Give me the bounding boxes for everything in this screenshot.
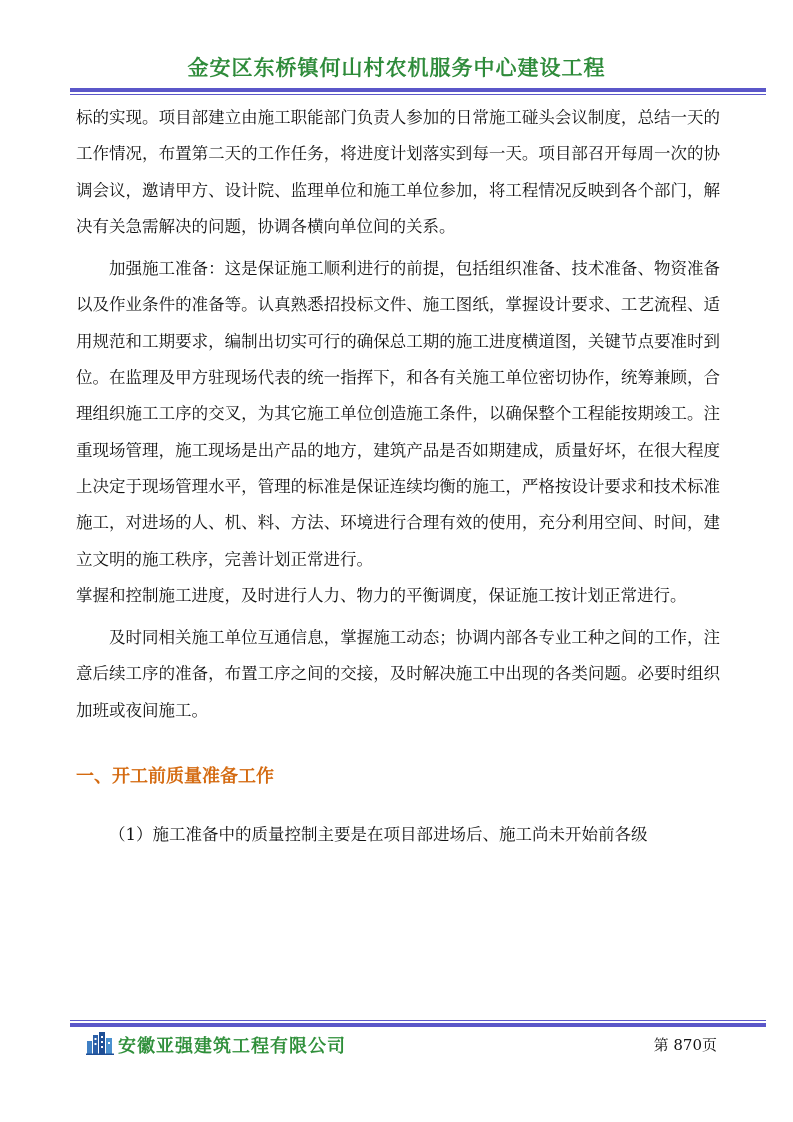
footer-company-name: 安徽亚强建筑工程有限公司 <box>118 1036 346 1057</box>
paragraph-3: 掌握和控制施工进度，及时进行人力、物力的平衡调度，保证施工按计划正常进行。 <box>76 585 687 605</box>
paragraph-5: （1）施工准备中的质量控制主要是在项目部进场后、施工尚未开始前各级 <box>109 825 648 845</box>
paragraph-4: 及时同相关施工单位互通信息，掌握施工动态；协调内部各专业工种之间的工作，注意后续工序的准备，布置工序之间的交接，及时解决施工中出现的各类问题。必要时组织加班或夜间施工。 <box>76 628 720 720</box>
header-title: 金安区东桥镇何山村农机服务中心建设工程 <box>187 56 606 80</box>
footer-rule <box>70 1020 766 1028</box>
header-rule <box>70 88 766 96</box>
building-logo-icon <box>86 1031 114 1055</box>
paragraph-2: 加强施工准备：这是保证施工顺利进行的前提，包括组织准备、技术准备、物资准备以及作业条件的准备等。认真熟悉招投标文件、施工图纸，掌握设计要求、工艺流程、适用规范和工期要求，编制出切实可行的确保总工期的施工进度横道图，关键节点要准时到位。在监理及甲方驻现场代表的统一指挥下，和各有关施工单位密切协作，统筹兼顾，合理组织施工工序的交叉，为其它施工单位创造施工条件，以确保整个工程能按期竣工。注重现场管理，施工现场是出产品的地方，建筑产品是否如期建成，质量好坏，在很大程度上决定于现场管理水平，管理的标准是保证连续均衡的施工，严格按设计要求和技术标准施工，对进场的人、机、料、方法、环境进行合理有效的使用，充分利用空间、时间，建立文明的施工秩序，完善计划正常进行。 <box>76 259 720 569</box>
page-content <box>76 100 720 853</box>
section-heading: 一、开工前质量准备工作 <box>76 766 274 788</box>
page-number: 第 870页 <box>653 1036 717 1054</box>
paragraph-1: 标的实现。项目部建立由施工职能部门负责人参加的日常施工碰头会议制度，总结一天的工作情况，布置第二天的工作任务，将进度计划落实到每一天。项目部召开每周一次的协调会议，邀请甲方、设计院、监理单位和施工单位参加，将工程情况反映到各个部门，解决有关急需解决的问题，协调各横向单位间的关系。 <box>76 108 720 236</box>
